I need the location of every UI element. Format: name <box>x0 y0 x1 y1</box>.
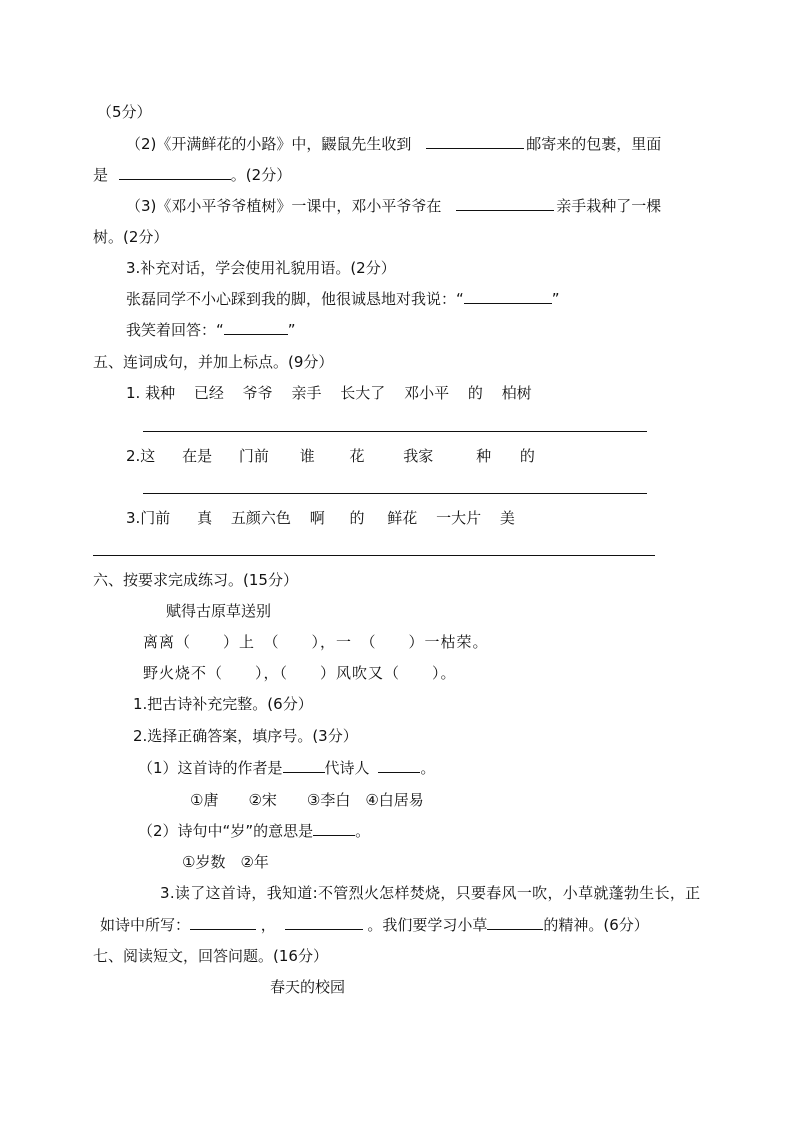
q6-sub2-q2 <box>138 821 370 841</box>
answer-blank[interactable] <box>224 320 288 335</box>
word: 五颜六色 <box>230 509 291 527</box>
q6-sub2-q2-text-b: 。 <box>355 822 371 840</box>
dialogue-line1-text: 张磊同学不小心踩到我的脚，他很诚恳地对我说：“ <box>126 290 464 308</box>
q6-sub3-text-c: ， <box>260 916 276 934</box>
q6-sub3-text-b: 如诗中所写： <box>100 916 191 934</box>
answer-blank[interactable] <box>313 821 355 836</box>
word: 我家 <box>403 447 434 465</box>
q4-item2-text-c: 是 <box>93 166 109 184</box>
answer-blank[interactable] <box>426 134 524 149</box>
word: 谁 <box>299 447 315 465</box>
word: 2.这 <box>126 447 156 465</box>
q6-sub1: 1.把古诗补充完整。(6分） <box>133 695 313 713</box>
word: 鲜花 <box>387 509 418 527</box>
answer-line-1[interactable] <box>143 431 647 432</box>
word: 真 <box>197 509 213 527</box>
word: 柏树 <box>501 384 532 402</box>
word: 的 <box>467 384 483 402</box>
word: 长大了 <box>340 384 386 402</box>
word: 在是 <box>182 447 213 465</box>
poem-line-1: 离离（ ）上 （ ），一 （ ）一枯荣。 <box>143 633 489 651</box>
dialogue-line2-text: 我笑着回答：“ <box>126 321 224 339</box>
word: 花 <box>349 447 365 465</box>
word: 种 <box>476 447 492 465</box>
word: 亲手 <box>291 384 322 402</box>
q4-item2-line1 <box>126 134 661 154</box>
q6-sub3-text-d: 。我们要学习小草 <box>367 916 488 934</box>
word: 的 <box>349 509 365 527</box>
answer-blank[interactable] <box>119 165 231 180</box>
dialogue-line2-end: ” <box>287 321 296 339</box>
answer-line-2[interactable] <box>143 493 647 494</box>
q6-sub3-line2 <box>100 915 649 935</box>
answer-blank[interactable] <box>283 758 325 773</box>
section-6-title: 六、按要求完成练习。(15分） <box>93 571 298 589</box>
answer-blank[interactable] <box>456 196 554 211</box>
section-7-title: 七、阅读短文，回答问题。(16分） <box>93 947 328 965</box>
word: 3.门前 <box>126 509 171 527</box>
q6-sub3-text-e: 的精神。(6分） <box>543 916 649 934</box>
section-5-title: 五、连词成句，并加上标点。(9分） <box>93 353 334 371</box>
dialogue-line1-end: ” <box>551 290 560 308</box>
q4-item3-line2: 树。(2分） <box>93 228 169 246</box>
q6-sub2-q1-text-a: （1）这首诗的作者是 <box>138 759 283 777</box>
q4-item3-text-a: （3)《邓小平爷爷植树》一课中，邓小平爷爷在 <box>126 197 442 215</box>
word: 爷爷 <box>242 384 273 402</box>
answer-blank[interactable] <box>487 915 543 930</box>
word: 已经 <box>193 384 224 402</box>
word-group-2 <box>126 446 535 466</box>
word: 美 <box>499 509 515 527</box>
q4-item3-line1 <box>126 196 661 216</box>
dialogue-line1 <box>126 289 560 309</box>
q6-sub2-q1-text-c: 。 <box>420 759 436 777</box>
q4-item3-text-b: 亲手栽种了一棵 <box>556 197 662 215</box>
q6-sub2-q1-text-b: 代诗人 <box>324 759 370 777</box>
q6-sub2-q2-text-a: （2）诗句中“岁”的意思是 <box>138 822 314 840</box>
q6-sub2-q1 <box>138 758 435 778</box>
answer-line-3[interactable] <box>93 555 655 556</box>
word: 一大片 <box>436 509 482 527</box>
answer-blank[interactable] <box>285 915 363 930</box>
word: 的 <box>519 447 535 465</box>
word: 门前 <box>238 447 269 465</box>
q6-sub2: 2.选择正确答案，填序号。(3分） <box>133 727 358 745</box>
q4-item2-text-a: （2)《开满鲜花的小路》中，鼹鼠先生收到 <box>126 135 412 153</box>
word-group-3 <box>126 508 515 528</box>
word: 啊 <box>309 509 325 527</box>
dialogue-line2 <box>126 320 296 340</box>
q6-options-1: ①唐 ②宋 ③李白 ④白居易 <box>190 791 424 809</box>
q6-sub3-line1: 3.读了这首诗，我知道:不管烈火怎样焚烧，只要春风一吹，小草就蓬勃生长，正 <box>160 884 701 902</box>
q4-item2-text-d: 。(2分） <box>230 166 292 184</box>
answer-blank[interactable] <box>378 758 420 773</box>
q4-item2-line2 <box>93 165 291 185</box>
q4-item2-text-b: 邮寄来的包裹，里面 <box>526 135 662 153</box>
word: 1. 栽种 <box>126 384 176 402</box>
dialogue-title: 3.补充对话，学会使用礼貌用语。(2分） <box>126 259 396 277</box>
answer-blank[interactable] <box>464 289 552 304</box>
answer-blank[interactable] <box>190 915 256 930</box>
points-note: （5分） <box>97 103 152 121</box>
word-group-1 <box>126 383 532 403</box>
word: 邓小平 <box>404 384 450 402</box>
poem-title: 赋得古原草送别 <box>166 602 272 620</box>
poem-line-2: 野火烧不（ ），（ ）风吹又（ ）。 <box>143 664 457 682</box>
passage-title: 春天的校园 <box>270 978 346 996</box>
q6-options-2: ①岁数 ②年 <box>182 853 269 871</box>
